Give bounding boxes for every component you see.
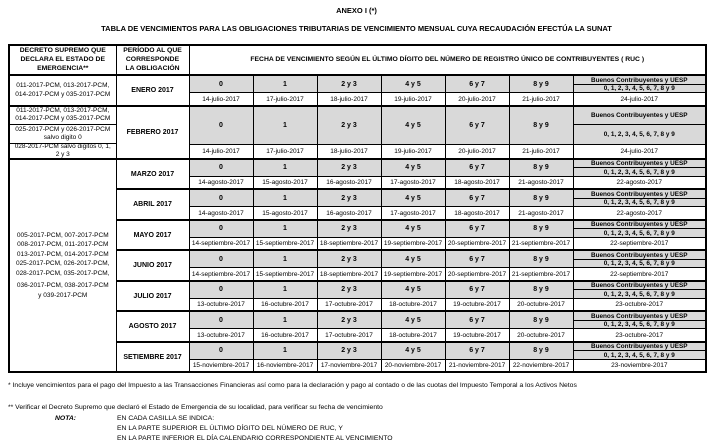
date-cell: 17-octubre-2017 [317,329,381,342]
bc-digits: 0, 1, 2, 3, 4, 5, 6, 7, 8 y 9 [603,85,675,93]
buenos-contribuyentes-cell [573,281,706,299]
date-cell: 14-julio-2017 [189,145,253,159]
date-cell: 20-octubre-2017 [509,298,573,311]
nota-line: EN CADA CASILLA SE INDICA: [117,415,215,423]
decreto-sub-cell: 011-2017-PCM, 013-2017-PCM, 014-2017-PCM y 035-2017-PCM [10,107,116,125]
digit-header-cell: 4 y 5 [381,311,445,329]
digit-header-cell: 8 y 9 [509,106,573,145]
date-cell: 18-agosto-2017 [445,176,509,189]
date-cell: 15-septiembre-2017 [253,237,317,250]
digit-header-cell: 4 y 5 [381,75,445,93]
bc-header: Buenos Contribuyentes y UESP [574,190,706,199]
digit-header-cell: 2 y 3 [317,342,381,360]
bc-date-cell: 23-noviembre-2017 [573,359,706,372]
digit-header-cell: 4 y 5 [381,189,445,207]
date-cell: 19-julio-2017 [381,145,445,159]
date-cell: 20-septiembre-2017 [445,268,509,281]
digit-header-cell: 1 [253,159,317,177]
footnote-itf: * Incluye vencimientos para el pago del Impuesto a las Transacciones Financieras así como para la declaración y pago al contado o de las cuotas del Impuesto Temporal a los Activos Netos [8,382,577,390]
date-cell: 16-octubre-2017 [253,298,317,311]
nota-line: EN LA PARTE SUPERIOR EL ÚLTIMO DÍGITO DEL NÚMERO DE RUC, Y [117,425,343,433]
date-cell: 19-septiembre-2017 [381,237,445,250]
nota-lines [117,414,393,444]
digit-header-cell: 2 y 3 [317,311,381,329]
digit-header-cell: 6 y 7 [445,75,509,93]
decreto-sub-cell: 025-2017-PCM y 026-2017-PCM salvo digito 0 [10,125,116,144]
date-cell: 15-agosto-2017 [253,176,317,189]
date-cell: 22-noviembre-2017 [509,359,573,372]
month-cell-mayo: MAYO 2017 [116,220,189,251]
decreto-line: 028-2017-PCM, 035-2017-PCM, [15,269,110,277]
date-cell: 18-agosto-2017 [445,207,509,220]
bc-header: Buenos Contribuyentes y UESP [574,221,706,230]
date-cell: 21-agosto-2017 [509,176,573,189]
digit-header-cell: 8 y 9 [509,250,573,268]
month-cell-abril: ABRIL 2017 [116,189,189,220]
date-cell: 18-julio-2017 [317,93,381,106]
date-cell: 20-octubre-2017 [509,329,573,342]
digit-header-cell: 4 y 5 [381,159,445,177]
date-cell: 17-agosto-2017 [381,207,445,220]
bc-digits: 0, 1, 2, 3, 4, 5, 6, 7, 8 y 9 [603,199,675,207]
buenos-contribuyentes-cell [573,189,706,207]
digit-header-cell: 8 y 9 [509,159,573,177]
date-cell: 14-agosto-2017 [189,207,253,220]
decreto-cell-marzo-setiembre [9,159,116,373]
digit-header-cell: 2 y 3 [317,75,381,93]
date-cell: 16-noviembre-2017 [253,359,317,372]
date-cell: 17-octubre-2017 [317,298,381,311]
date-cell: 19-octubre-2017 [445,298,509,311]
nota-label: NOTA: [55,415,77,423]
digit-header-cell: 1 [253,220,317,238]
decreto-cell-febrero [9,106,116,159]
buenos-contribuyentes-cell [573,220,706,238]
page-title: ANEXO I (*) [336,6,377,15]
digit-header-cell: 0 [189,106,253,145]
date-cell: 21-septiembre-2017 [509,237,573,250]
date-cell: 21-septiembre-2017 [509,268,573,281]
bc-date-cell: 22-septiembre-2017 [573,268,706,281]
buenos-contribuyentes-cell [573,311,706,329]
digit-header-cell: 6 y 7 [445,281,509,299]
bc-date-cell: 22-agosto-2017 [573,176,706,189]
bc-digits: 0, 1, 2, 3, 4, 5, 6, 7, 8 y 9 [603,321,675,329]
bc-digits: 0, 1, 2, 3, 4, 5, 6, 7, 8 y 9 [603,229,675,237]
digit-header-cell: 4 y 5 [381,220,445,238]
decreto-cell-enero: 011-2017-PCM, 013-2017-PCM, 014-2017-PCM y 035-2017-PCM [9,75,116,106]
date-cell: 18-octubre-2017 [381,298,445,311]
digit-header-cell: 6 y 7 [445,189,509,207]
date-cell: 17-noviembre-2017 [317,359,381,372]
bc-date-cell: 22-agosto-2017 [573,207,706,220]
header-decreto: DECRETO SUPREMO QUE DECLARA EL ESTADO DE EMERGENCIA** [9,45,116,75]
row-marzo-digits [9,159,706,177]
bc-header: Buenos Contribuyentes y UESP [574,343,706,352]
digit-header-cell: 8 y 9 [509,281,573,299]
nota-block [8,414,705,444]
digit-header-cell: 0 [189,311,253,329]
bc-digits: 0, 1, 2, 3, 4, 5, 6, 7, 8 y 9 [603,290,675,298]
date-cell: 19-octubre-2017 [445,329,509,342]
date-cell: 15-septiembre-2017 [253,268,317,281]
month-cell-junio: JUNIO 2017 [116,250,189,281]
date-cell: 20-noviembre-2017 [381,359,445,372]
digit-header-cell: 8 y 9 [509,75,573,93]
month-cell-agosto: AGOSTO 2017 [116,311,189,342]
buenos-contribuyentes-cell [573,106,706,145]
digit-header-cell: 4 y 5 [381,106,445,145]
date-cell: 19-septiembre-2017 [381,268,445,281]
digit-header-cell: 0 [189,250,253,268]
digit-header-cell: 0 [189,281,253,299]
digit-header-cell: 4 y 5 [381,250,445,268]
footnote-decreto: ** Verificar el Decreto Supremo que declaró el Estado de Emergencia de su localidad, para verificar su fecha de vencimiento [8,404,383,412]
date-cell: 20-julio-2017 [445,93,509,106]
digit-header-cell: 2 y 3 [317,250,381,268]
decreto-line: 005-2017-PCM, 007-2017-PCM [16,231,109,239]
bc-date-cell: 23-octubre-2017 [573,329,706,342]
bc-header: Buenos Contribuyentes y UESP [574,160,706,169]
decreto-line: y 039-2017-PCM [38,291,88,299]
month-cell-julio: JULIO 2017 [116,281,189,312]
digit-header-cell: 4 y 5 [381,281,445,299]
digit-header-cell: 6 y 7 [445,159,509,177]
digit-header-cell: 0 [189,342,253,360]
buenos-contribuyentes-cell [573,159,706,177]
digit-header-cell: 8 y 9 [509,342,573,360]
date-cell: 14-septiembre-2017 [189,268,253,281]
digit-header-cell: 2 y 3 [317,159,381,177]
row-febrero-digits [9,106,706,145]
digit-header-cell: 6 y 7 [445,106,509,145]
digit-header-cell: 1 [253,189,317,207]
date-cell: 18-septiembre-2017 [317,268,381,281]
digit-header-cell: 6 y 7 [445,311,509,329]
month-cell-febrero: FEBRERO 2017 [116,106,189,159]
date-cell: 14-septiembre-2017 [189,237,253,250]
month-cell-setiembre: SETIEMBRE 2017 [116,342,189,373]
date-cell: 17-julio-2017 [253,145,317,159]
row-enero-digits [9,75,706,93]
digit-header-cell: 0 [189,75,253,93]
date-cell: 18-septiembre-2017 [317,237,381,250]
table-header-row [9,45,706,75]
date-cell: 17-julio-2017 [253,93,317,106]
date-cell: 19-julio-2017 [381,93,445,106]
decreto-line: 025-2017-PCM, 026-2017-PCM, [15,260,110,268]
bc-digits: 0, 1, 2, 3, 4, 5, 6, 7, 8 y 9 [603,130,675,138]
bc-digits: 0, 1, 2, 3, 4, 5, 6, 7, 8 y 9 [603,168,675,176]
page-subtitle: TABLA DE VENCIMIENTOS PARA LAS OBLIGACIONES TRIBUTARIAS DE VENCIMIENTO MENSUAL CUYA RECAUDACIÓN EFECTÚA LA SUNAT [101,24,612,33]
digit-header-cell: 0 [189,159,253,177]
date-cell: 15-agosto-2017 [253,207,317,220]
digit-header-cell: 1 [253,75,317,93]
digit-header-cell: 4 y 5 [381,342,445,360]
bc-header: Buenos Contribuyentes y UESP [574,251,706,260]
month-cell-marzo: MARZO 2017 [116,159,189,190]
header-periodo: PERÍODO AL QUE CORRESPONDE LA OBLIGACIÓN [116,45,189,75]
bc-header: Buenos Contribuyentes y UESP [574,312,706,321]
date-cell: 14-julio-2017 [189,93,253,106]
date-cell: 21-noviembre-2017 [445,359,509,372]
date-cell: 16-octubre-2017 [253,329,317,342]
digit-header-cell: 8 y 9 [509,311,573,329]
digit-header-cell: 1 [253,250,317,268]
date-cell: 20-septiembre-2017 [445,237,509,250]
header-fecha: FECHA DE VENCIMIENTO SEGÚN EL ÚLTIMO DÍGITO DEL NÚMERO DE REGISTRO ÚNICO DE CONTRIBUYENTES ( RUC ) [189,45,706,75]
digit-header-cell: 8 y 9 [509,189,573,207]
bc-date-cell: 24-julio-2017 [573,93,706,106]
date-cell: 16-agosto-2017 [317,176,381,189]
digit-header-cell: 2 y 3 [317,281,381,299]
date-cell: 20-julio-2017 [445,145,509,159]
digit-header-cell: 6 y 7 [445,250,509,268]
buenos-contribuyentes-cell [573,75,706,93]
digit-header-cell: 1 [253,281,317,299]
digit-header-cell: 1 [253,106,317,145]
digit-header-cell: 0 [189,189,253,207]
buenos-contribuyentes-cell [573,250,706,268]
date-cell: 21-agosto-2017 [509,207,573,220]
digit-header-cell: 6 y 7 [445,220,509,238]
date-cell: 17-agosto-2017 [381,176,445,189]
buenos-contribuyentes-cell [573,342,706,360]
date-cell: 13-octubre-2017 [189,329,253,342]
date-cell: 13-octubre-2017 [189,298,253,311]
digit-header-cell: 0 [189,220,253,238]
decreto-sub-cell: 028-2017-PCM salvo digitos 0, 1, 2 y 3 [14,142,111,158]
date-cell: 18-julio-2017 [317,145,381,159]
decreto-line: 013-2017-PCM, 014-2017-PCM [16,250,109,258]
date-cell: 16-agosto-2017 [317,207,381,220]
date-cell: 15-noviembre-2017 [189,359,253,372]
digit-header-cell: 2 y 3 [317,106,381,145]
digit-header-cell: 8 y 9 [509,220,573,238]
decreto-line: 008-2017-PCM, 011-2017-PCM [17,241,109,249]
digit-header-cell: 1 [253,311,317,329]
month-cell-enero: ENERO 2017 [116,75,189,106]
digit-header-cell: 1 [253,342,317,360]
bc-digits: 0, 1, 2, 3, 4, 5, 6, 7, 8 y 9 [603,260,675,268]
vencimientos-table [8,44,707,373]
date-cell: 21-julio-2017 [509,145,573,159]
bc-digits: 0, 1, 2, 3, 4, 5, 6, 7, 8 y 9 [603,351,675,359]
bc-date-cell: 24-julio-2017 [573,145,706,159]
bc-date-cell: 22-septiembre-2017 [573,237,706,250]
digit-header-cell: 6 y 7 [445,342,509,360]
bc-date-cell: 23-octubre-2017 [573,298,706,311]
digit-header-cell: 2 y 3 [317,189,381,207]
decreto-line: 036-2017-PCM, 038-2017-PCM [16,282,109,290]
bc-header: Buenos Contribuyentes y UESP [574,282,706,291]
nota-line: EN LA PARTE INFERIOR EL DÍA CALENDARIO CORRESPONDIENTE AL VENCIMIENTO [117,435,393,443]
bc-header: Buenos Contribuyentes y UESP [574,107,706,126]
date-cell: 18-octubre-2017 [381,329,445,342]
digit-header-cell: 2 y 3 [317,220,381,238]
date-cell: 21-julio-2017 [509,93,573,106]
date-cell: 14-agosto-2017 [189,176,253,189]
bc-header: Buenos Contribuyentes y UESP [574,76,706,85]
